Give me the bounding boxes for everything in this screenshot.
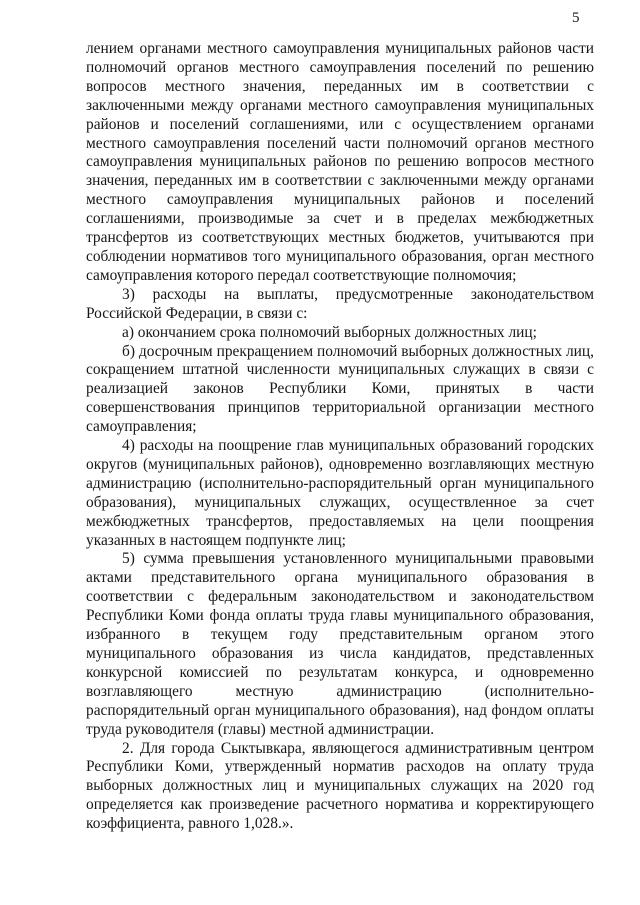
paragraph-subitem-a: а) окончанием срока полномочий выборных должностных лиц;	[122, 323, 537, 341]
body-text	[86, 40, 594, 834]
paragraph-subitem-b: б) досрочным прекращением полномочий выборных должностных лиц, сокращением штатной численности муниципальных служащих в связи с реализацией законов Республики Коми, принятых в части совершенствования принципов территориальной организации местного самоуправления;	[86, 342, 594, 436]
paragraph-item-5: 5) сумма превышения установленного муниципальными правовыми актами представительного органа муниципального образования в соответствии с федеральным законодательством и законодательством Республики Коми фонда оплаты труда главы муниципального образования, избранного в текущем году представительным органом этого муниципального образования из числа кандидатов, представленных конкурсной комиссией по результатам конкурса, и одновременно возглавляющего местную администрацию (исполнительно-распорядительный орган муниципального образования), над фондом оплаты труда руководителя (главы) местной администрации.	[86, 550, 594, 738]
paragraph-continuation: лением органами местного самоуправления муниципальных районов части полномочий органов местного самоуправления поселений по решению вопросов местного значения, переданных им в соответствии с заключенными между органами местного самоуправления муниципальных районов и поселений соглашениями, или с осуществлением органами местного самоуправления поселений части полномочий органов местного самоуправления муниципальных районов по решению вопросов местного значения, переданных им в соответствии с заключенными между органами местного самоуправления муниципальных районов и поселений соглашениями, производимые за счет и в пределах межбюджетных трансфертов из соответствующих местных бюджетов, учитываются при соблюдении нормативов того муниципального образования, орган местного самоуправления которого передал соответствующие полномочия;	[86, 40, 594, 284]
paragraph-item-3: 3) расходы на выплаты, предусмотренные законодательством Российской Федерации, в связи с:	[86, 285, 594, 322]
paragraph-point-2: 2. Для города Сыктывкара, являющегося административным центром Республики Коми, утвержденный норматив расходов на оплату труда выборных должностных лиц и муниципальных служащих на 2020 год определяется как произведение расчетного норматива и корректирующего коэффициента, равного 1,028.».	[86, 739, 594, 833]
page-number: 5	[572, 10, 580, 26]
paragraph-item-4: 4) расходы на поощрение глав муниципальных образований городских округов (муниципальных районов), одновременно возглавляющих местную администрацию (исполнительно-распорядительный орган муниципального образования), муниципальных служащих, осуществленное за счет межбюджетных трансфертов, предоставляемых на цели поощрения указанных в настоящем подпункте лиц;	[86, 437, 594, 549]
